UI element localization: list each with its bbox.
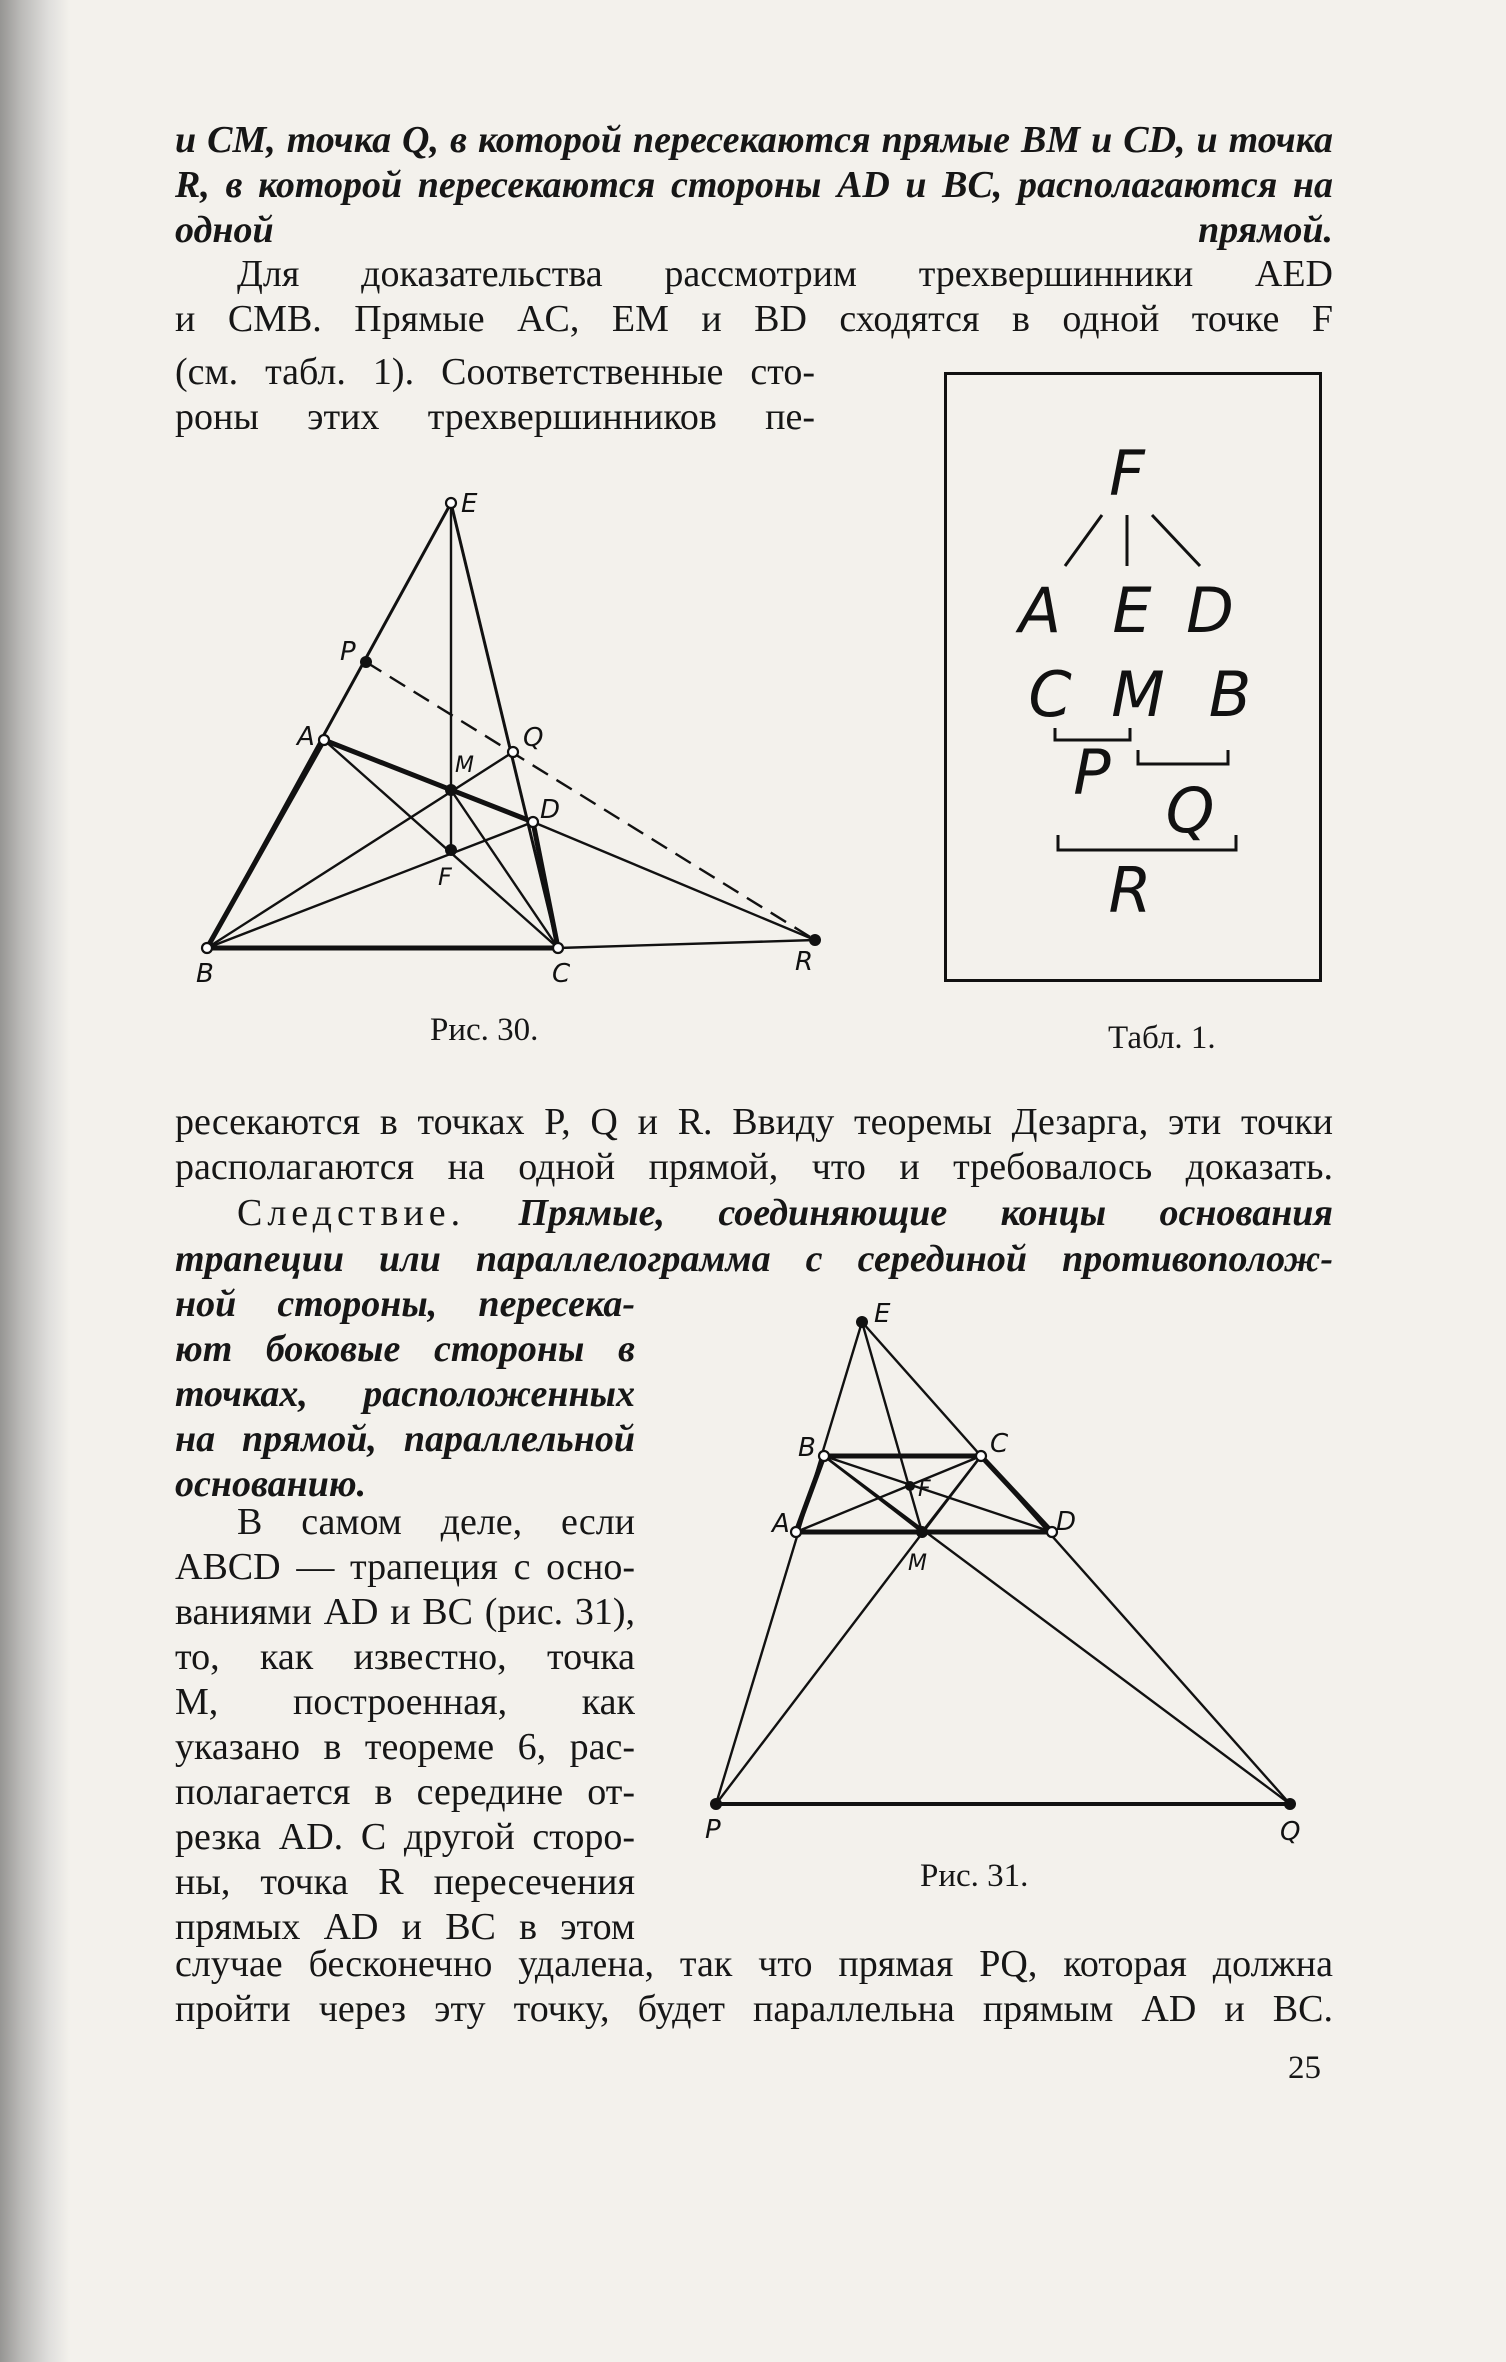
corollary-cont-line: ют боковые стороны в: [175, 1328, 635, 1370]
label-C: C: [990, 1429, 1009, 1459]
label-D: D: [540, 795, 561, 825]
table-M: M: [1111, 658, 1165, 731]
proof-2-line: указано в теореме 6, рас-: [175, 1726, 635, 1768]
proof-line-4: роны этих трехвершинников пе-: [175, 396, 815, 438]
point-E: [856, 1316, 868, 1328]
table-A: A: [1018, 574, 1062, 647]
proof-2-line: полагается в середине от-: [175, 1771, 635, 1813]
corollary-text-1: Прямые, соединяющие концы основания: [518, 1192, 1333, 1234]
corollary-line-2: трапеции или параллелограмма с серединой противополож-: [175, 1238, 1333, 1280]
proof-line-1: Для доказательства рассмотрим трехвершинники AED: [237, 253, 1333, 295]
line-AB: [796, 1456, 824, 1532]
table-Q: Q: [1165, 774, 1215, 847]
label-P: P: [705, 1815, 721, 1845]
proof-2-line: прямых AD и BC в этом: [175, 1906, 635, 1948]
label-C: C: [552, 959, 571, 989]
label-R: R: [795, 947, 814, 977]
figure-30-caption: Рис. 30.: [430, 1012, 539, 1048]
label-A: A: [297, 722, 315, 752]
table-1-caption: Табл. 1.: [1108, 1020, 1216, 1056]
label-Q: Q: [1280, 1817, 1301, 1847]
corollary-cont-line: основанию.: [175, 1463, 367, 1505]
label-B: B: [798, 1433, 816, 1463]
corollary-cont-line: точках, расположенных: [175, 1373, 635, 1415]
table-E: E: [1112, 574, 1152, 647]
table-C: C: [1028, 658, 1072, 731]
table-B: B: [1208, 658, 1252, 731]
label-B: B: [196, 959, 214, 989]
label-F: F: [918, 1477, 931, 1502]
label-Q: Q: [523, 723, 544, 753]
proof-2-line: ABCD — трапеция с осно-: [175, 1546, 635, 1588]
point-B: [819, 1451, 829, 1461]
corollary-label: Следствие.: [237, 1192, 466, 1234]
proof-2-line: В самом деле, если: [237, 1501, 635, 1543]
point-P: [710, 1798, 722, 1810]
table-top-F: F: [1109, 437, 1145, 510]
final-line-2: пройти через эту точку, будет параллельна прямым AD и BC.: [175, 1988, 1333, 2030]
figure-31-caption: Рис. 31.: [920, 1858, 1029, 1894]
conclusion-paragraph: ресекаются в точках P, Q и R. Ввиду теоремы Дезарга, эти точки располагаются на одной прямой, что и требовалось доказать.: [175, 1101, 1333, 1188]
point-A: [791, 1527, 801, 1537]
line-BM: [824, 1456, 922, 1532]
proof-line-3: (см. табл. 1). Соответственные сто-: [175, 351, 815, 393]
point-F: [905, 1481, 915, 1491]
proof-line-2: и CMB. Прямые AC, EM и BD сходятся в одной точке F: [175, 298, 1333, 340]
label-P: P: [340, 637, 356, 667]
proof-2-line: M, построенная, как: [175, 1681, 635, 1723]
theorem-statement: и CM, точка Q, в которой пересекаются прямые BM и CD, и точка R, в которой пересекаются стороны AD и BC, располагаются на одной прямой.: [175, 119, 1334, 251]
label-F: F: [438, 863, 452, 891]
page-number: 25: [1288, 2050, 1321, 2086]
label-E: E: [874, 1299, 891, 1329]
corollary-cont-line: на прямой, параллельной: [175, 1418, 635, 1460]
proof-2-line: ны, точка R пересечения: [175, 1861, 635, 1903]
proof-2-line: резка AD. С другой сторо-: [175, 1816, 635, 1858]
line-EP: [716, 1322, 862, 1804]
final-line-1: случае бесконечно удалена, так что прямая PQ, которая должна: [175, 1943, 1333, 1985]
point-Q: [1284, 1798, 1296, 1810]
label-M: M: [908, 1551, 927, 1576]
table-R: R: [1108, 854, 1152, 927]
point-M: [916, 1526, 928, 1538]
table-P: P: [1073, 736, 1111, 809]
label-M: M: [455, 753, 474, 778]
proof-2-line: ваниями AD и BC (рис. 31),: [175, 1591, 635, 1633]
corollary-cont-line: ной стороны, пересека-: [175, 1283, 635, 1325]
point-C: [976, 1451, 986, 1461]
label-A: A: [772, 1509, 790, 1539]
proof-2-line: то, как известно, точка: [175, 1636, 635, 1678]
table-D: D: [1186, 574, 1234, 647]
label-D: D: [1056, 1507, 1077, 1537]
label-E: E: [461, 489, 478, 519]
